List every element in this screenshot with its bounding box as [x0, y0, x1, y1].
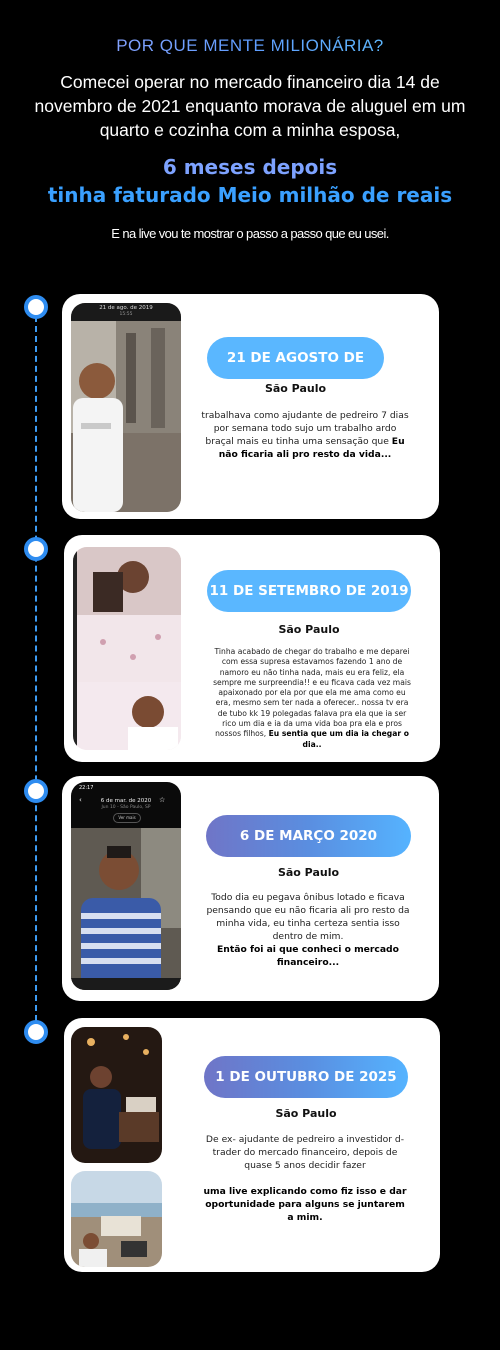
photo-bus	[71, 782, 181, 990]
city-label: São Paulo	[264, 382, 327, 395]
city-label: São Paulo	[275, 1107, 337, 1120]
card-description	[212, 647, 412, 750]
description-text: Tinha acabado de chegar do trabalho e me deparei com essa supresa estavamos fazendo 1 ano de namoro eu não tinha nada, mais eu era feliz, ela sempre me surpreendia!! e eu ficava cada vez mais apaixonado por ela por que ela me ama como eu era, mesmo sem ter nada a oferecer.. nossa tv era de tubo kk 19 polegadas falava pra ela que ia ser rico um dia e ia da uma vida boa pra ela e pros nossos filhos,	[213, 647, 411, 739]
timeline-dot	[24, 1020, 48, 1044]
timeline-card	[62, 776, 439, 1001]
headline: POR QUE MENTE MILIONÁRIA?	[0, 36, 500, 56]
city-label: São Paulo	[277, 866, 340, 879]
phone-date: 21 de ago. de 2019	[99, 305, 153, 311]
timeline-card	[64, 535, 440, 762]
card-description	[202, 1133, 408, 1224]
highlight-line-1: 6 meses depois	[162, 155, 338, 179]
couple-photo-image	[73, 547, 181, 750]
description-text: trabalhava como ajudante de pedreiro 7 dias por semana todo sujo um trabalho ardo braçal mais eu tinha uma sensação que	[201, 410, 409, 447]
card-description	[204, 891, 412, 969]
phone-time: 22:17	[79, 785, 94, 791]
photo-couple	[73, 547, 181, 750]
timeline-dot	[24, 295, 48, 319]
city-label: São Paulo	[278, 623, 340, 636]
timeline-card	[62, 294, 439, 519]
date-badge: 6 DE MARÇO 2020	[206, 815, 411, 857]
card-description	[200, 409, 410, 461]
timeline-line	[35, 306, 37, 1031]
highlight	[0, 153, 500, 209]
phone-sub: Jun 10 - São Paulo, SP	[101, 805, 151, 810]
description-text: Todo dia eu pegava ônibus lotado e ficava pensando que eu não ficaria ali pro resto da minha vida, eu tinha certeza sentia isso dentro de mim.	[206, 892, 410, 942]
beach-photo-image	[71, 1171, 162, 1267]
date-badge: 21 DE AGOSTO DE 2019	[207, 337, 384, 379]
description-bold: uma live explicando como fiz isso e dar oportunidade para alguns se juntarem a mim.	[203, 1186, 407, 1223]
tagline: E na live vou te mostrar o passo a passo que eu usei.	[111, 226, 389, 241]
construction-photo-image	[71, 303, 181, 512]
intro-text: Comecei operar no mercado financeiro dia 14 de novembro de 2021 enquanto morava de aluguel em um quarto e cozinha com a minha esposa,	[34, 72, 466, 140]
date-badge: 1 DE OUTUBRO DE 2025	[204, 1056, 408, 1098]
highlight-line-2: tinha faturado Meio milhão de reais	[47, 183, 453, 207]
description-bold: Eu sentia que um dia ia chegar o dia..	[268, 729, 409, 749]
date-badge: 11 DE SETEMBRO DE 2019	[207, 570, 411, 612]
bus-photo-image	[71, 828, 181, 990]
view-more-button: Ver mais	[113, 813, 141, 823]
phone-date: 6 de mar. de 2020	[100, 798, 152, 804]
description-bold: Eu não ficaria ali pro resto da vida...	[218, 436, 405, 460]
back-icon: ‹	[79, 796, 82, 804]
description-bold: Então foi ai que conheci o mercado financeiro...	[217, 944, 399, 968]
description-text: De ex- ajudante de pedreiro a investidor d-trader do mercado financeiro, depois de quase 5 anos decidir fazer	[205, 1134, 405, 1171]
timeline-dot	[24, 537, 48, 561]
timeline-dot	[24, 779, 48, 803]
photo-beach	[71, 1171, 162, 1267]
star-icon: ☆	[159, 796, 166, 804]
restaurant-photo-image	[71, 1027, 162, 1163]
timeline-card	[64, 1018, 440, 1272]
photo-construction	[71, 303, 181, 512]
phone-sub: 15:55	[119, 312, 133, 317]
photo-restaurant	[71, 1027, 162, 1163]
